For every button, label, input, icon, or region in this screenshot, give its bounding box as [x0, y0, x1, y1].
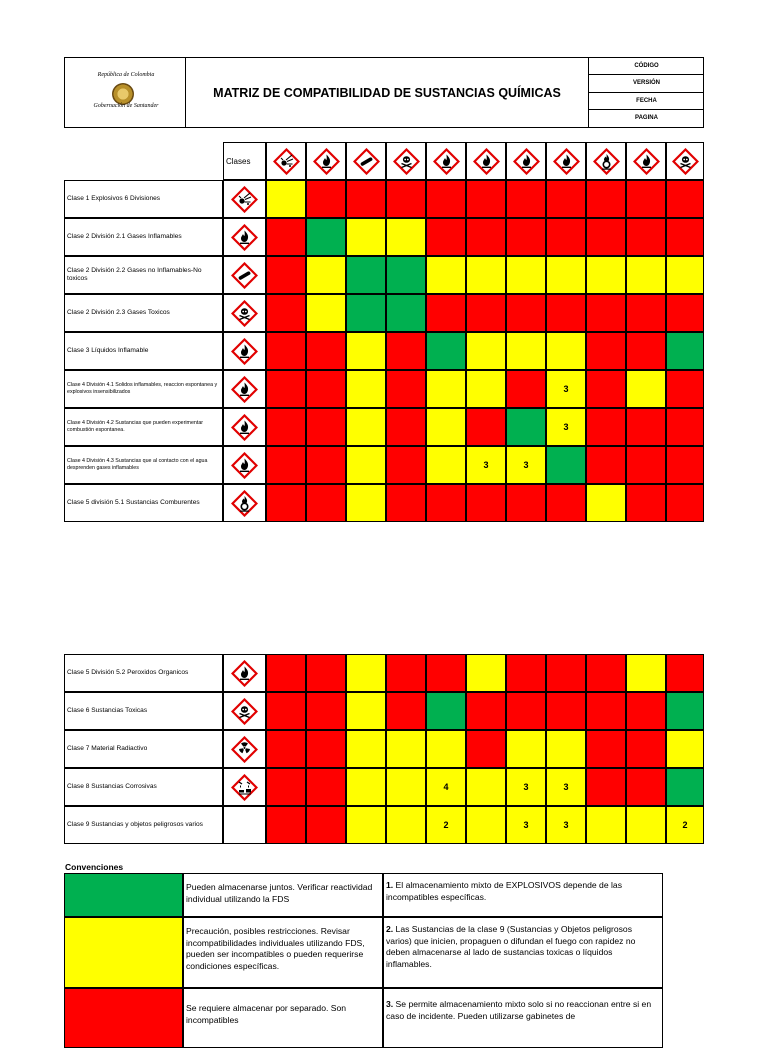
matrix-cell — [586, 692, 626, 730]
note-number: 2. — [386, 924, 394, 934]
meta-version: VERSIÓN — [589, 75, 704, 92]
matrix-cell — [586, 370, 626, 408]
matrix-cell — [666, 256, 704, 294]
gas-cylinder-icon — [223, 256, 266, 294]
matrix-cell — [386, 408, 426, 446]
matrix-cell — [586, 768, 626, 806]
document-title: MATRIZ DE COMPATIBILIDAD DE SUSTANCIAS QUÍMICAS — [213, 85, 561, 100]
matrix-cell: 3 — [546, 768, 586, 806]
matrix-cell — [586, 294, 626, 332]
matrix-cell — [546, 218, 586, 256]
empty-icon-cell — [223, 806, 266, 844]
matrix-cell — [586, 654, 626, 692]
convention-color-swatch — [64, 873, 183, 917]
matrix-cell — [546, 730, 586, 768]
matrix-cell — [586, 446, 626, 484]
radioactive-icon — [223, 730, 266, 768]
matrix-cell — [506, 370, 546, 408]
convention-color-swatch — [64, 917, 183, 988]
matrix-cell — [466, 408, 506, 446]
convention-description: Precaución, posibles restricciones. Revisar incompatibilidades individuales utilizando FDS, pueden ser incompatibles o pueden requerirse condiciones específicas. — [183, 917, 383, 988]
matrix-cell — [306, 692, 346, 730]
conventions-title: Convenciones — [65, 862, 124, 872]
matrix-cell — [266, 294, 306, 332]
matrix-cell — [626, 768, 666, 806]
matrix-cell — [426, 180, 466, 218]
row-label: Clase 1 Explosivos 6 Divisiones — [64, 180, 223, 218]
matrix-cell — [306, 446, 346, 484]
matrix-cell — [386, 768, 426, 806]
matrix-cell — [506, 218, 546, 256]
matrix-cell — [586, 408, 626, 446]
matrix-cell — [666, 218, 704, 256]
row-label: Clase 2 División 2.1 Gases Inflamables — [64, 218, 223, 256]
coat-of-arms-icon — [112, 83, 134, 105]
matrix-cell — [346, 768, 386, 806]
row-label: Clase 5 división 5.1 Sustancias Comburentes — [64, 484, 223, 522]
matrix-cell — [426, 692, 466, 730]
row-label: Clase 4 División 4.3 Sustancias que al contacto con el agua desprenden gases inflamables — [64, 446, 223, 484]
matrix-cell — [266, 332, 306, 370]
skull-icon — [223, 692, 266, 730]
note-text: El almacenamiento mixto de EXPLOSIVOS depende de las incompatibles específicas. — [386, 880, 622, 902]
matrix-cell — [426, 446, 466, 484]
meta-fecha: FECHA — [589, 93, 704, 110]
matrix-cell — [466, 806, 506, 844]
matrix-cell: 4 — [426, 768, 466, 806]
row-label: Clase 7 Material Radiactivo — [64, 730, 223, 768]
matrix-cell — [466, 180, 506, 218]
flame-over-circle-icon — [223, 484, 266, 522]
matrix-cell — [346, 692, 386, 730]
matrix-cell — [306, 806, 346, 844]
matrix-cell — [266, 180, 306, 218]
skull-icon — [666, 142, 704, 180]
matrix-cell — [586, 180, 626, 218]
flame-icon — [223, 408, 266, 446]
matrix-cell — [266, 692, 306, 730]
matrix-cell — [266, 654, 306, 692]
matrix-cell — [626, 218, 666, 256]
matrix-cell — [586, 332, 626, 370]
matrix-cell — [666, 484, 704, 522]
convention-note — [383, 917, 663, 988]
row-label: Clase 8 Sustancias Corrosivas — [64, 768, 223, 806]
matrix-cell — [586, 256, 626, 294]
matrix-cell — [466, 768, 506, 806]
convention-note — [383, 873, 663, 917]
matrix-cell — [666, 692, 704, 730]
matrix-cell — [306, 370, 346, 408]
matrix-cell — [506, 256, 546, 294]
matrix-cell — [426, 218, 466, 256]
matrix-cell — [506, 180, 546, 218]
matrix-cell — [306, 294, 346, 332]
matrix-cell — [666, 446, 704, 484]
matrix-cell — [626, 332, 666, 370]
matrix-cell — [346, 370, 386, 408]
matrix-cell — [546, 654, 586, 692]
matrix-cell — [506, 332, 546, 370]
matrix-cell — [666, 730, 704, 768]
matrix-cell — [626, 692, 666, 730]
convention-color-swatch — [64, 988, 183, 1048]
matrix-cell — [346, 806, 386, 844]
matrix-cell — [466, 370, 506, 408]
matrix-cell — [346, 218, 386, 256]
matrix-cell — [546, 692, 586, 730]
matrix-cell — [586, 218, 626, 256]
matrix-cell — [426, 256, 466, 294]
matrix-cell — [386, 370, 426, 408]
matrix-cell — [466, 256, 506, 294]
matrix-cell — [306, 768, 346, 806]
explosive-icon — [266, 142, 306, 180]
matrix-cell — [346, 730, 386, 768]
matrix-cell — [506, 730, 546, 768]
matrix-cell — [626, 370, 666, 408]
skull-icon — [223, 294, 266, 332]
matrix-cell — [346, 408, 386, 446]
matrix-cell — [426, 484, 466, 522]
matrix-cell — [546, 294, 586, 332]
matrix-cell — [466, 218, 506, 256]
matrix-cell — [346, 446, 386, 484]
matrix-cell — [626, 408, 666, 446]
matrix-cell: 3 — [506, 768, 546, 806]
matrix-cell — [466, 294, 506, 332]
matrix-cell — [666, 294, 704, 332]
matrix-cell — [386, 730, 426, 768]
matrix-cell: 3 — [546, 370, 586, 408]
matrix-cell — [266, 446, 306, 484]
document-header — [64, 57, 704, 128]
logo-bottom-text: Gobernación de Santander — [93, 103, 159, 109]
matrix-cell — [506, 408, 546, 446]
matrix-cell — [506, 484, 546, 522]
row-label: Clase 5 División 5.2 Peroxidos Organicos — [64, 654, 223, 692]
matrix-cell — [306, 654, 346, 692]
note-number: 3. — [386, 999, 394, 1009]
matrix-cell — [306, 730, 346, 768]
skull-icon — [386, 142, 426, 180]
matrix-cell — [386, 180, 426, 218]
matrix-cell — [626, 294, 666, 332]
matrix-cell — [386, 256, 426, 294]
matrix-cell — [266, 370, 306, 408]
matrix-cell — [626, 484, 666, 522]
matrix-cell — [586, 730, 626, 768]
matrix-cell — [466, 692, 506, 730]
matrix-cell — [266, 256, 306, 294]
convention-description: Se requiere almacenar por separado. Son incompatibles — [183, 988, 383, 1048]
matrix-cell — [346, 294, 386, 332]
matrix-cell — [266, 218, 306, 256]
matrix-cell — [546, 332, 586, 370]
flame-icon — [426, 142, 466, 180]
flame-over-circle-icon — [586, 142, 626, 180]
matrix-cell — [386, 654, 426, 692]
matrix-cell — [666, 768, 704, 806]
matrix-cell: 2 — [666, 806, 704, 844]
matrix-cell — [306, 484, 346, 522]
matrix-cell — [266, 730, 306, 768]
convention-note — [383, 988, 663, 1048]
gas-cylinder-icon — [346, 142, 386, 180]
flame-icon — [546, 142, 586, 180]
matrix-cell — [546, 446, 586, 484]
logo-box — [65, 58, 186, 127]
matrix-cell — [666, 332, 704, 370]
flame-icon — [223, 218, 266, 256]
matrix-cell — [626, 446, 666, 484]
matrix-cell — [266, 806, 306, 844]
explosive-icon — [223, 180, 266, 218]
matrix-cell — [506, 654, 546, 692]
matrix-cell — [626, 806, 666, 844]
matrix-cell — [506, 692, 546, 730]
matrix-cell — [666, 370, 704, 408]
logo-top-text: República de Colombia — [97, 72, 155, 78]
matrix-cell — [346, 332, 386, 370]
matrix-cell — [306, 218, 346, 256]
matrix-cell — [306, 180, 346, 218]
flame-icon — [223, 370, 266, 408]
document-meta — [588, 58, 703, 127]
matrix-cell — [426, 370, 466, 408]
matrix-cell — [346, 180, 386, 218]
matrix-cell — [386, 218, 426, 256]
matrix-cell: 3 — [546, 806, 586, 844]
matrix-cell — [386, 446, 426, 484]
matrix-cell — [426, 408, 466, 446]
matrix-cell — [546, 180, 586, 218]
note-number: 1. — [386, 880, 394, 890]
matrix-cell — [466, 730, 506, 768]
row-label: Clase 9 Sustancias y objetos peligrosos varios — [64, 806, 223, 844]
matrix-cell — [426, 294, 466, 332]
matrix-cell: 3 — [546, 408, 586, 446]
matrix-cell — [306, 408, 346, 446]
matrix-cell — [666, 180, 704, 218]
matrix-cell — [626, 180, 666, 218]
matrix-cell — [386, 294, 426, 332]
note-text: Las Sustancias de la clase 9 (Sustancias y Objetos peligrosos varios) que inicien, propaguen o difundan el fuego con rapidez no deben almacenarse al lado de sustancias toxicas o líquidos inflamables. — [386, 924, 636, 969]
matrix-cell — [626, 654, 666, 692]
matrix-cell — [466, 654, 506, 692]
matrix-cell — [386, 692, 426, 730]
matrix-cell — [266, 768, 306, 806]
matrix-cell: 2 — [426, 806, 466, 844]
row-label: Clase 3 Líquidos Inflamable — [64, 332, 223, 370]
flame-icon — [626, 142, 666, 180]
note-text: Se permite almacenamiento mixto solo si no reaccionan entre si en caso de incidente. Pueden utilizarse gabinetes de — [386, 999, 652, 1021]
matrix-cell — [466, 332, 506, 370]
matrix-cell — [426, 332, 466, 370]
matrix-cell — [466, 484, 506, 522]
row-label: Clase 4 División 4.2 Sustancias que pueden experimentar combustión espontanea. — [64, 408, 223, 446]
matrix-cell — [266, 408, 306, 446]
matrix-cell — [386, 332, 426, 370]
matrix-cell — [426, 654, 466, 692]
row-label: Clase 6 Sustancias Toxicas — [64, 692, 223, 730]
matrix-cell — [426, 730, 466, 768]
matrix-cell — [586, 806, 626, 844]
matrix-cell — [546, 484, 586, 522]
matrix-cell — [266, 484, 306, 522]
matrix-cell — [666, 654, 704, 692]
matrix-cell — [386, 484, 426, 522]
flame-icon — [466, 142, 506, 180]
matrix-cell: 3 — [466, 446, 506, 484]
row-label: Clase 2 División 2.3 Gases Toxicos — [64, 294, 223, 332]
matrix-cell — [306, 256, 346, 294]
matrix-cell — [346, 256, 386, 294]
flame-icon — [306, 142, 346, 180]
flame-icon — [223, 332, 266, 370]
matrix-cell — [626, 256, 666, 294]
matrix-cell — [386, 806, 426, 844]
matrix-cell — [586, 484, 626, 522]
flame-icon — [506, 142, 546, 180]
matrix-cell — [346, 484, 386, 522]
matrix-cell — [346, 654, 386, 692]
matrix-cell: 3 — [506, 446, 546, 484]
convention-description: Pueden almacenarse juntos. Verificar reactividad individual utilizando la FDS — [183, 873, 383, 917]
matrix-cell — [666, 408, 704, 446]
clases-header: Clases — [223, 142, 266, 180]
row-label: Clase 4 División 4.1 Solidos inflamables, reaccion espontanea y explosivos insensibilizados — [64, 370, 223, 408]
matrix-cell — [306, 332, 346, 370]
meta-codigo: CÓDIGO — [589, 58, 704, 75]
meta-pagina: PAGINA — [635, 115, 658, 122]
matrix-cell: 3 — [506, 806, 546, 844]
corrosive-icon — [223, 768, 266, 806]
matrix-cell — [546, 256, 586, 294]
flame-icon — [223, 654, 266, 692]
row-label: Clase 2 División 2.2 Gases no Inflamables-No toxicos — [64, 256, 223, 294]
matrix-cell — [626, 730, 666, 768]
matrix-cell — [506, 294, 546, 332]
flame-icon — [223, 446, 266, 484]
